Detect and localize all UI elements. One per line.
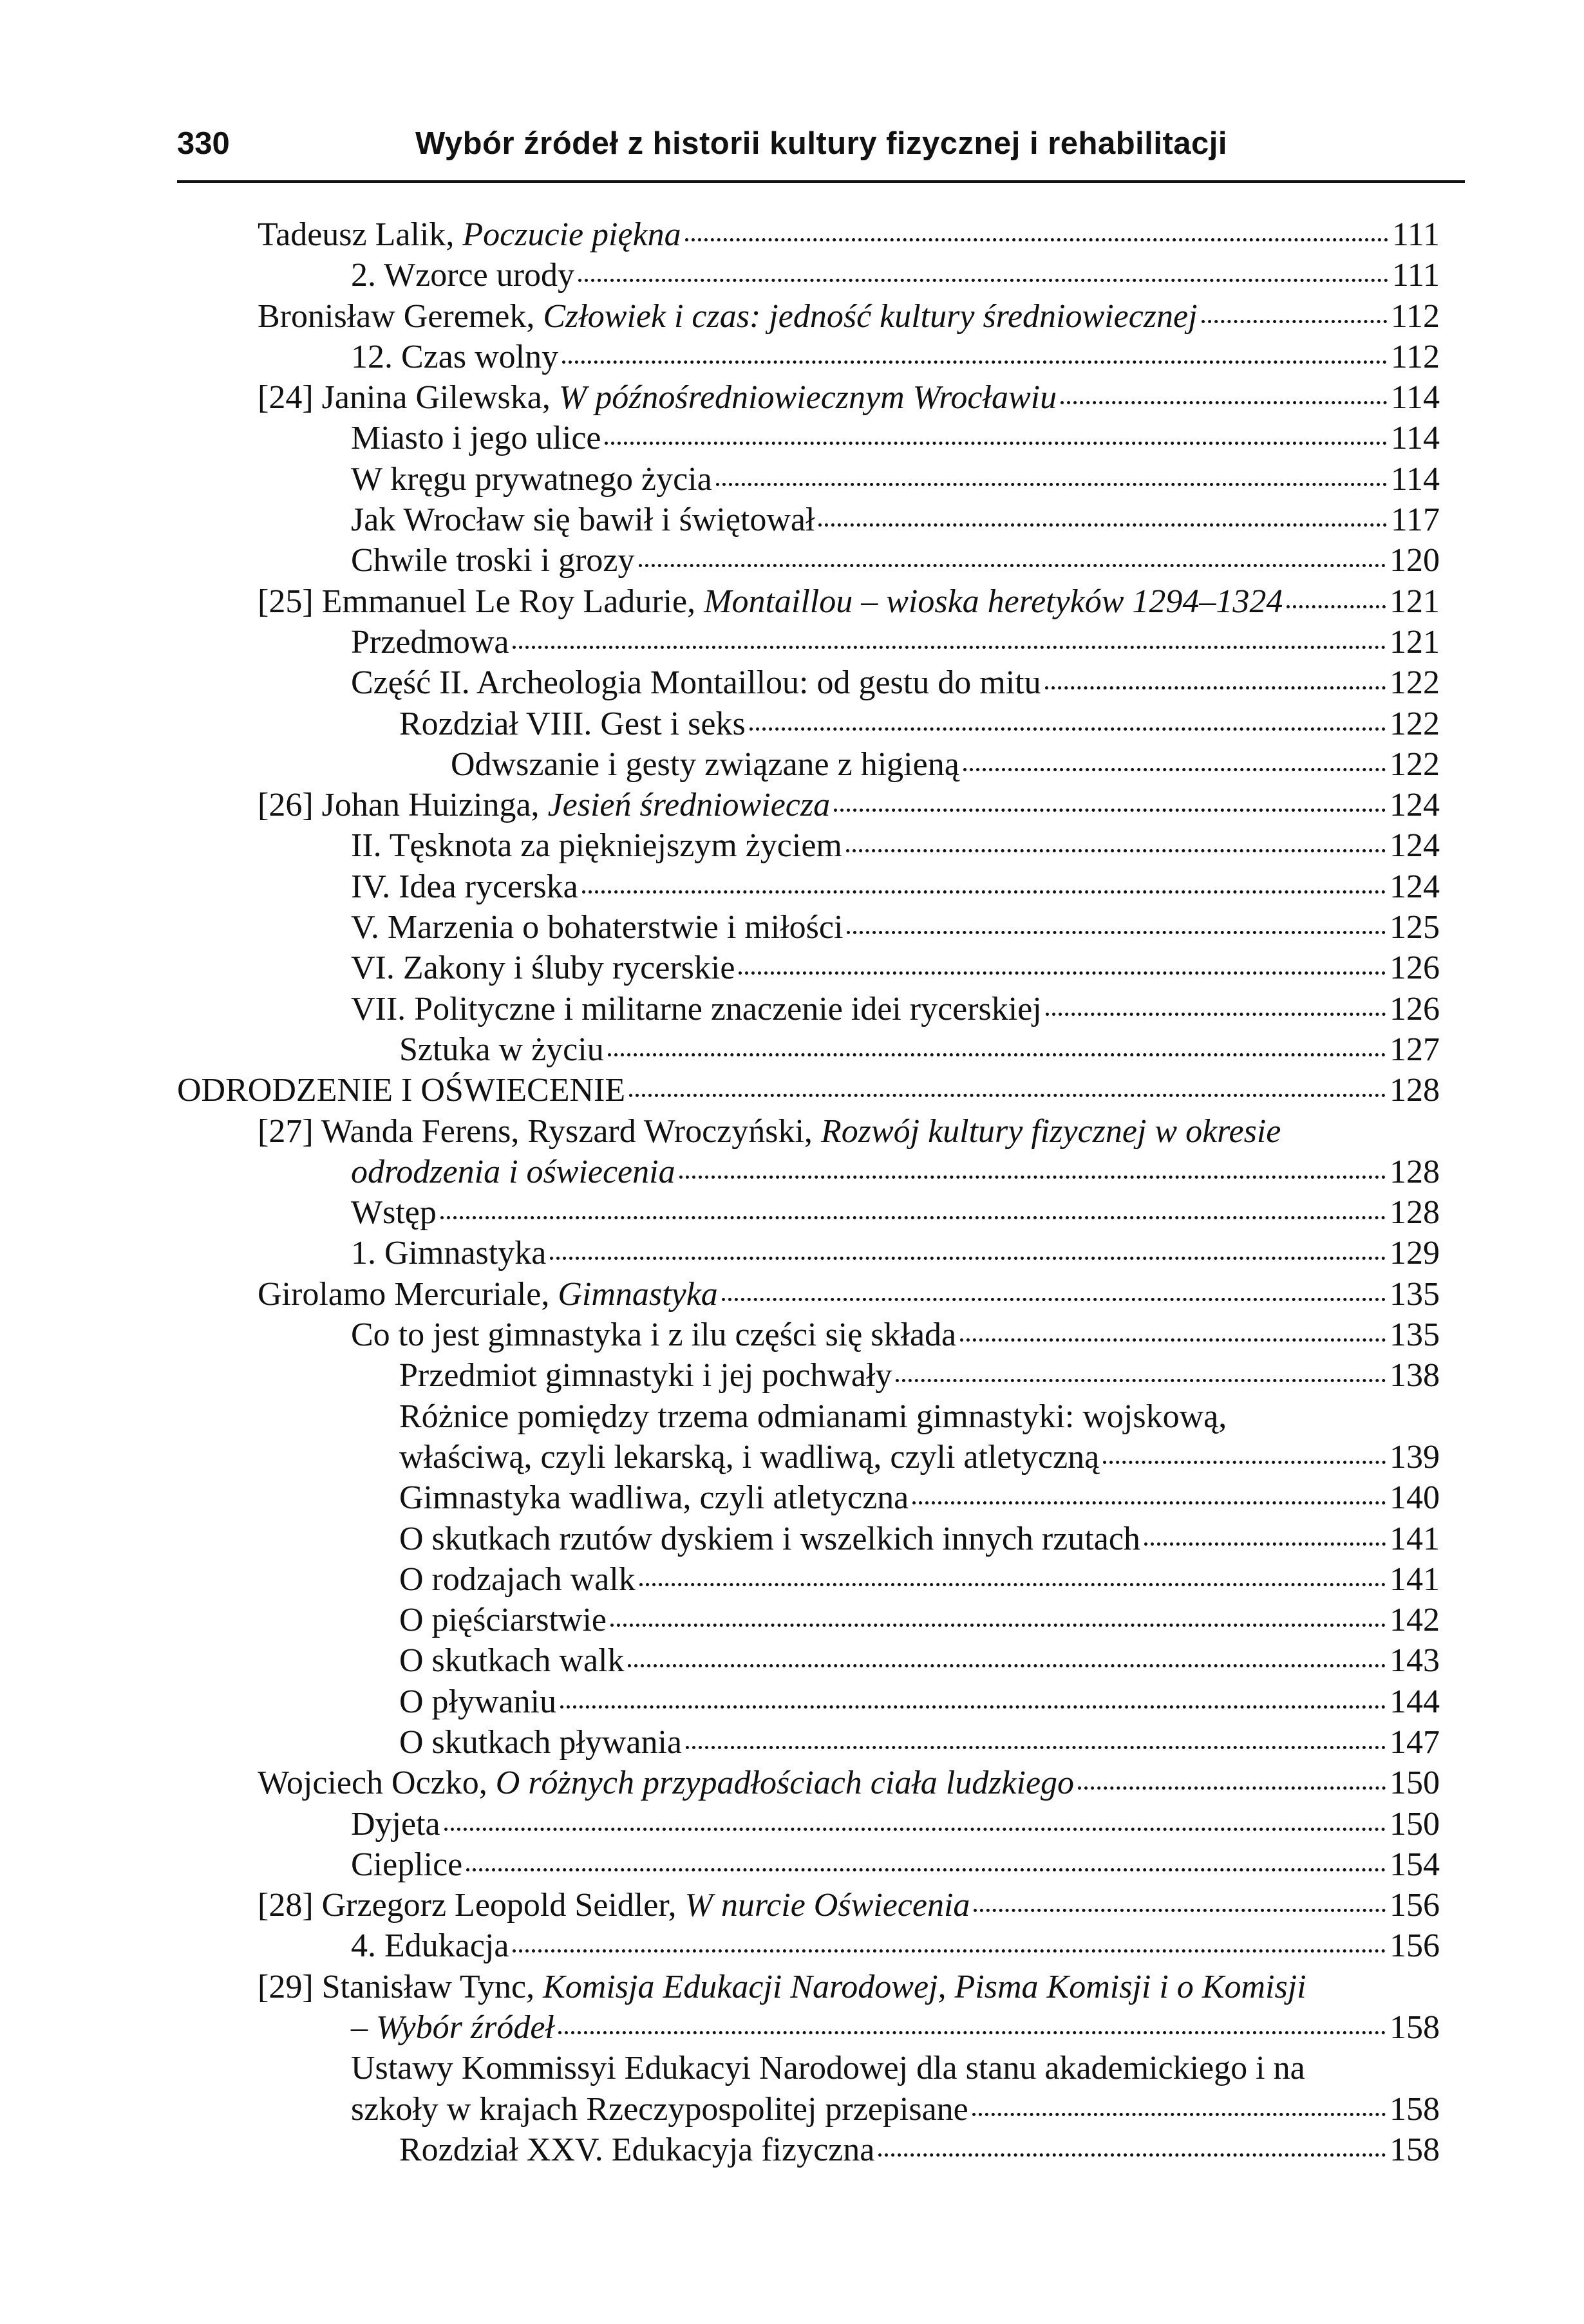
toc-entry-continued: Ustawy Kommissyi Edukacyi Narodowej dla stanu akademickiego i na — [351, 2050, 1305, 2087]
toc-entry: – Wybór źródeł 158 — [351, 2009, 1440, 2047]
toc-entry: Gimnastyka wadliwa, czyli atletyczna 140 — [399, 1479, 1440, 1517]
toc-entry: O rodzajach walk 141 — [399, 1560, 1440, 1598]
toc-entry: [24] Janina Gilewska, W późnośredniowiecznym Wrocławiu 114 — [258, 379, 1440, 417]
toc-entry: 12. Czas wolny 112 — [351, 338, 1440, 375]
toc-entry-continued: Różnice pomiędzy trzema odmianami gimnastyki: wojskową, — [399, 1398, 1227, 1435]
toc-entry: O skutkach rzutów dyskiem i wszelkich innych rzutach 141 — [399, 1520, 1440, 1557]
toc-entry: O skutkach pływania 147 — [399, 1723, 1440, 1761]
toc-entry: O pięściarstwie 142 — [399, 1602, 1440, 1639]
running-title: Wybór źródeł z historii kultury fizycznej i rehabilitacji — [415, 126, 1228, 161]
toc-entry: VI. Zakony i śluby rycerskie 126 — [351, 950, 1440, 987]
toc-section-heading: ODRODZENIE I OŚWIECENIE 128 — [177, 1072, 1440, 1109]
toc-entry: Wstęp 128 — [351, 1194, 1440, 1232]
toc-entry: O pływaniu 144 — [399, 1683, 1440, 1720]
toc-entry: Przedmiot gimnastyki i jej pochwały 138 — [399, 1357, 1440, 1394]
toc-entry: Rozdział VIII. Gest i seks 122 — [399, 705, 1440, 742]
toc-entry: [26] Johan Huizinga, Jesień średniowiecza 124 — [258, 787, 1440, 824]
toc-entry: W kręgu prywatnego życia 114 — [351, 460, 1440, 498]
toc-entry: Odwszanie i gesty związane z higieną 122 — [451, 745, 1440, 783]
toc-entry: VII. Polityczne i militarne znaczenie idei rycerskiej 126 — [351, 990, 1440, 1027]
page-header — [177, 122, 1465, 183]
toc-entry: Miasto i jego ulice 114 — [351, 420, 1440, 457]
toc-entry-continued: [29] Stanisław Tync, Komisja Edukacji Narodowej, Pisma Komisji i o Komisji — [258, 1968, 1306, 2005]
toc-entry: [25] Emmanuel Le Roy Ladurie, Montaillou – wioska heretyków 1294–1324 121 — [258, 583, 1440, 620]
toc-entry: właściwą, czyli lekarską, i wadliwą, czyli atletyczną 139 — [399, 1438, 1440, 1476]
toc-entry: V. Marzenia o bohaterstwie i miłości 125 — [351, 909, 1440, 946]
toc-entry: IV. Idea rycerska 124 — [351, 868, 1440, 905]
table-of-contents — [0, 214, 1584, 2170]
toc-entry: Rozdział XXV. Edukacyja fizyczna 158 — [399, 2131, 1440, 2168]
toc-entry: 2. Wzorce urody 111 — [351, 257, 1440, 294]
toc-entry: O skutkach walk 143 — [399, 1642, 1440, 1680]
toc-entry: Wojciech Oczko, O różnych przypadłościach ciała ludzkiego 150 — [258, 1765, 1440, 1802]
toc-entry: Tadeusz Lalik, Poczucie piękna 111 — [258, 216, 1440, 253]
toc-entry: Chwile troski i grozy 120 — [351, 542, 1440, 579]
toc-entry: Sztuka w życiu 127 — [399, 1031, 1440, 1068]
toc-entry: Dyjeta 150 — [351, 1805, 1440, 1842]
toc-entry: II. Tęsknota za piękniejszym życiem 124 — [351, 827, 1440, 865]
toc-entry: Co to jest gimnastyka i z ilu części się składa 135 — [351, 1317, 1440, 1354]
toc-entry: 4. Edukacja 156 — [351, 1927, 1440, 1965]
toc-entry: Girolamo Mercuriale, Gimnastyka 135 — [258, 1275, 1440, 1313]
toc-entry: Cieplice 154 — [351, 1846, 1440, 1883]
toc-entry: Bronisław Geremek, Człowiek i czas: jedność kultury średniowiecznej 112 — [258, 297, 1440, 335]
toc-entry: Część II. Archeologia Montaillou: od gestu do mitu 122 — [351, 664, 1440, 702]
toc-entry: [28] Grzegorz Leopold Seidler, W nurcie Oświecenia 156 — [258, 1887, 1440, 1924]
toc-entry: 1. Gimnastyka 129 — [351, 1235, 1440, 1272]
page-number: 330 — [177, 126, 230, 161]
toc-entry: odrodzenia i oświecenia 128 — [351, 1153, 1440, 1190]
toc-entry: Przedmowa 121 — [351, 623, 1440, 661]
toc-entry: szkoły w krajach Rzeczypospolitej przepisane 158 — [351, 2090, 1440, 2128]
toc-entry-continued: [27] Wanda Ferens, Ryszard Wroczyński, Rozwój kultury fizycznej w okresie — [258, 1112, 1281, 1150]
toc-entry: Jak Wrocław się bawił i świętował 117 — [351, 501, 1440, 539]
